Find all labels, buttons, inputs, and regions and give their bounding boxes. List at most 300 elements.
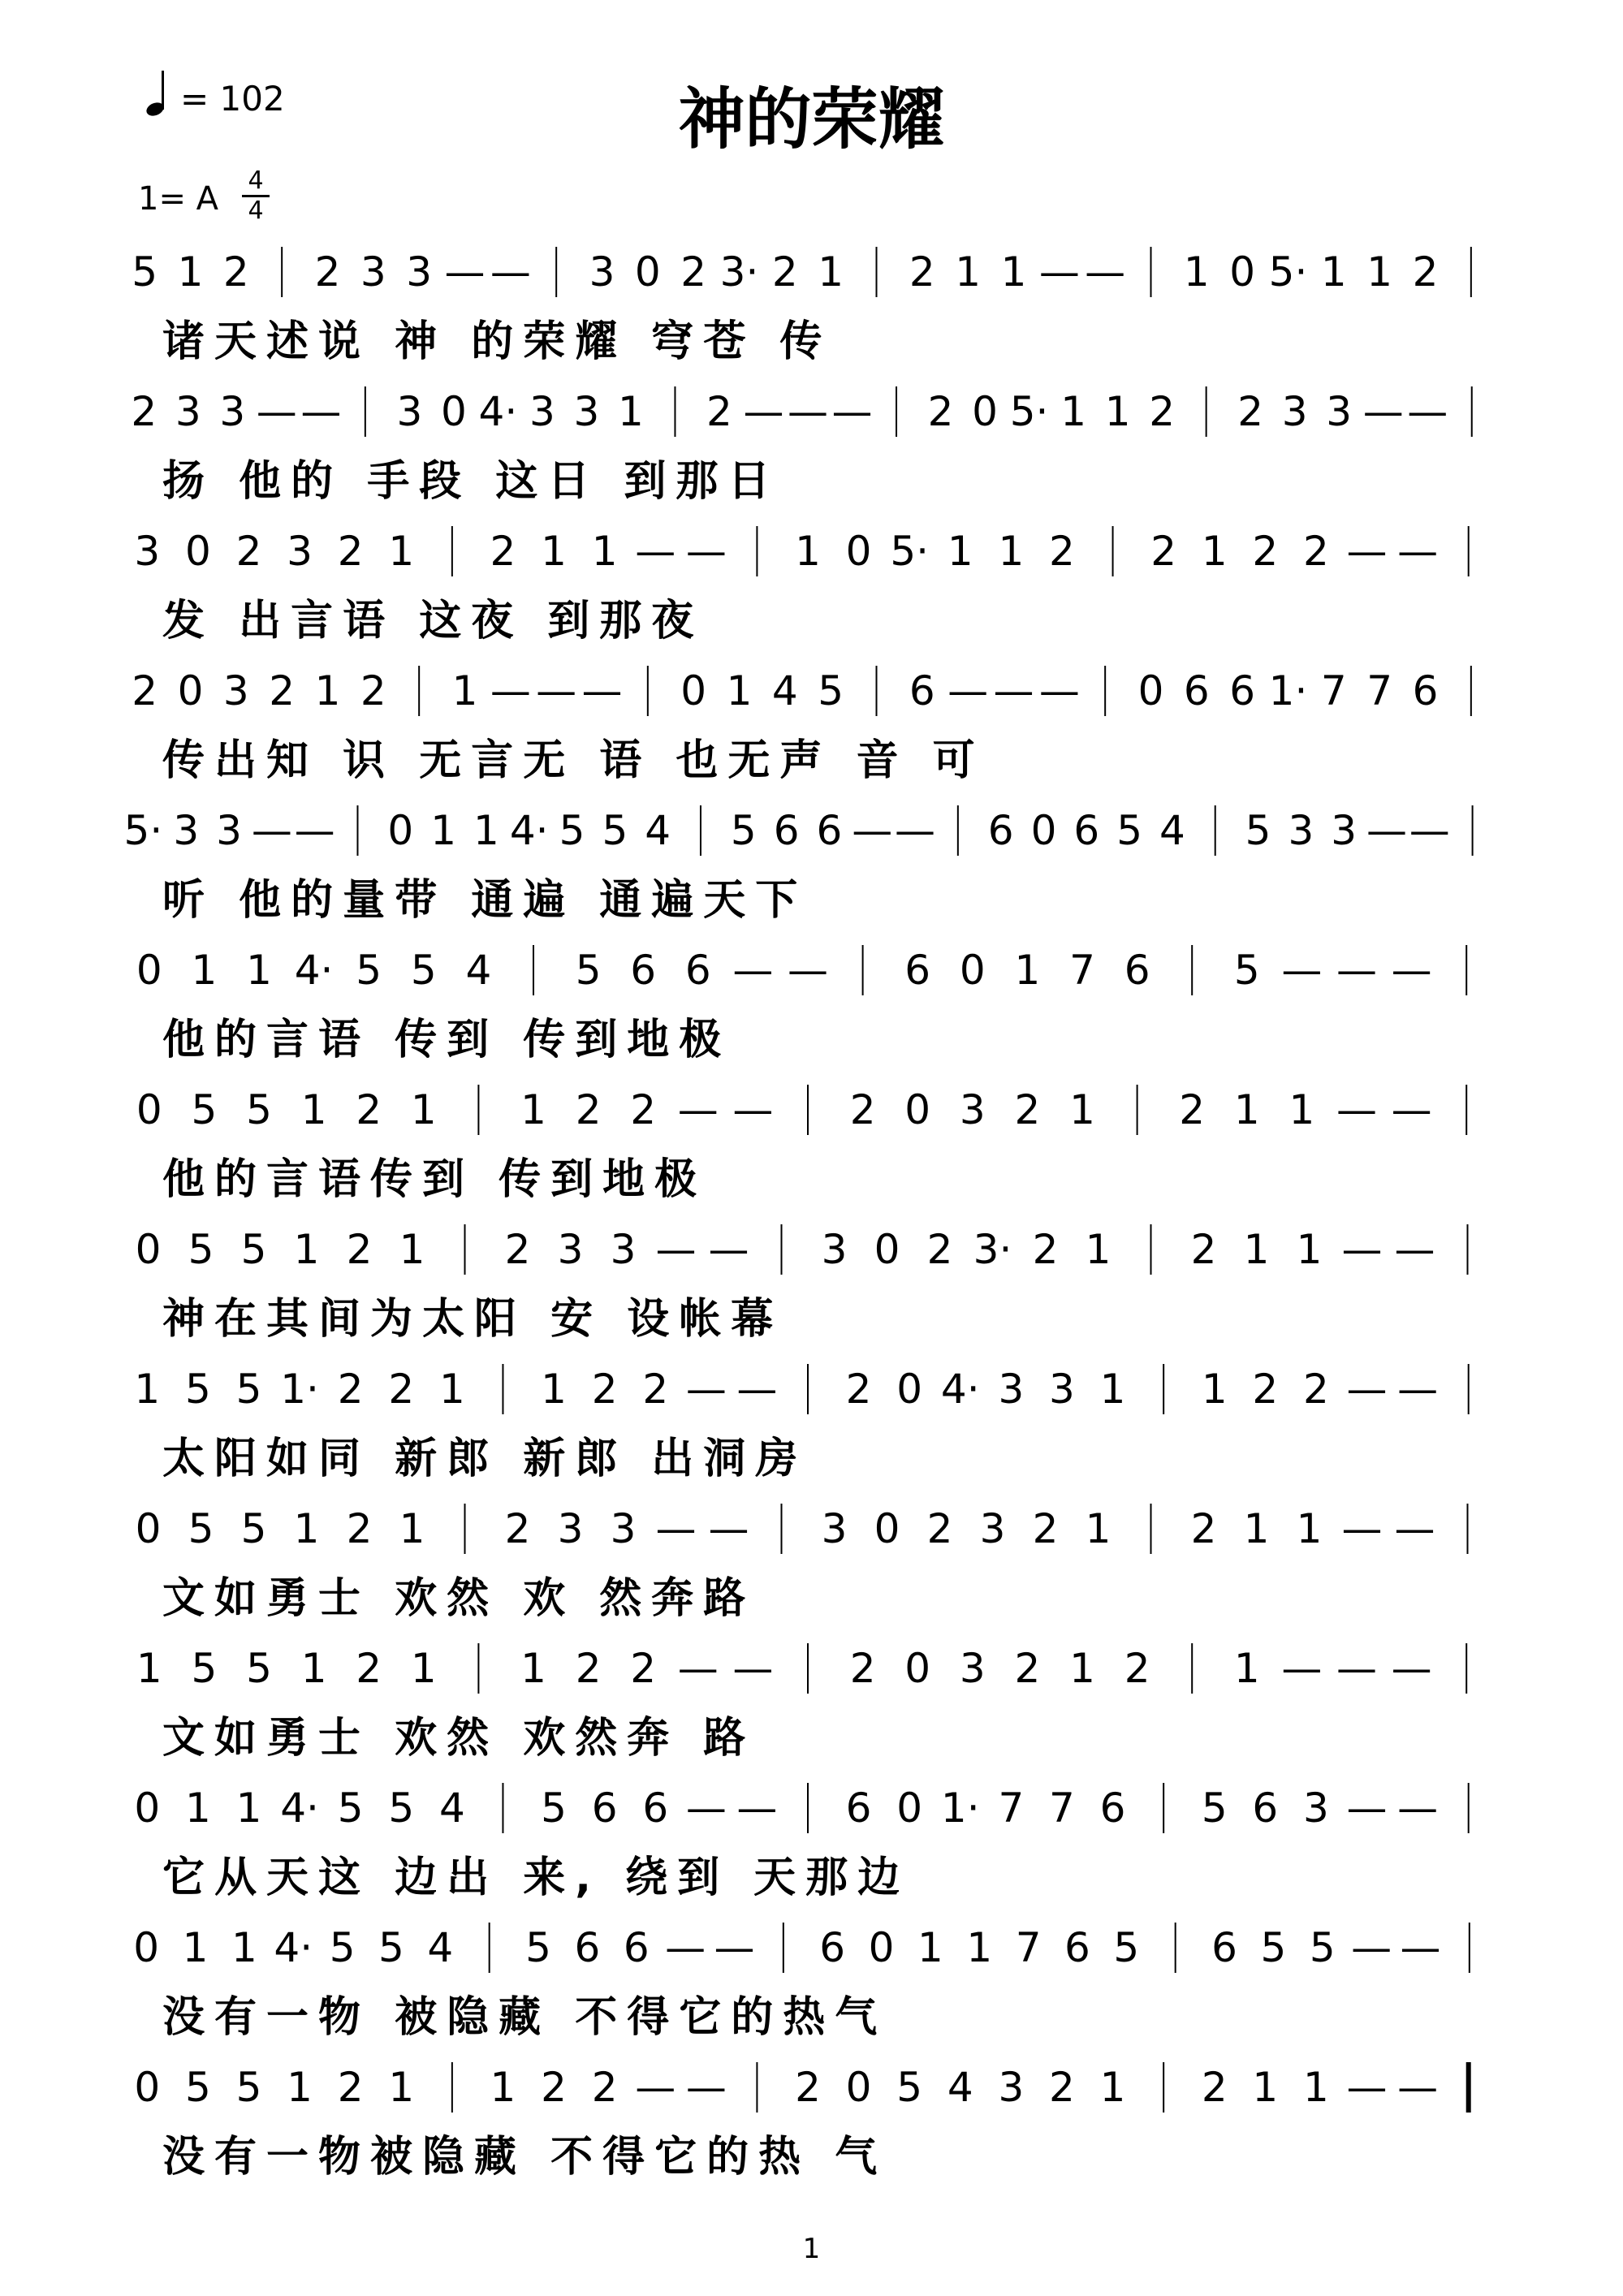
dash-sustain: — [1351, 1924, 1392, 1971]
note-numeral: 3 [396, 388, 423, 435]
note-numeral: 1 [998, 528, 1025, 575]
note-numeral: 4 [645, 807, 671, 854]
note-numeral: 6 [845, 1785, 872, 1832]
note-numeral: 6 [591, 1785, 618, 1832]
note-numeral: 5 [235, 1366, 262, 1413]
note-numeral: 2 [849, 1645, 876, 1692]
note-numeral: 3 [557, 1226, 584, 1273]
note-numeral: 1 [1233, 1645, 1260, 1692]
note-numeral: 5 [730, 807, 757, 854]
note-numeral: 6 [1073, 807, 1100, 854]
note-numeral: 5 [410, 947, 437, 994]
note-numeral: 7 [1015, 1924, 1042, 1971]
dash-sustain: — [300, 388, 342, 435]
note-numeral: 2 [591, 2064, 618, 2111]
dash-sustain: — [251, 807, 292, 854]
dash-sustain: — [635, 2064, 676, 2111]
note-numeral: 0 [135, 1505, 162, 1552]
note-numeral: 3 [529, 388, 555, 435]
note-numeral: 2 [575, 1086, 602, 1133]
note-numeral: 6 [684, 947, 711, 994]
staff-row [0, 523, 1623, 661]
dash-sustain: — [895, 807, 936, 854]
dash-sustain: — [1085, 248, 1126, 296]
note-numeral: 5 [191, 1645, 218, 1692]
note-numeral: 7 [1049, 1785, 1075, 1832]
note-numeral: 5 [525, 1924, 551, 1971]
dash-sustain: — [655, 1226, 697, 1273]
note-numeral: 1 [1085, 1226, 1111, 1273]
dash-sustain: — [1346, 1785, 1388, 1832]
note-numeral: 5 [541, 1785, 567, 1832]
note-numeral: 7 [1366, 667, 1393, 714]
note-numeral: 5 [1233, 947, 1260, 994]
note-numeral: 2 [337, 528, 364, 575]
note-numeral: 0 [387, 807, 414, 854]
note-numeral: 0 [959, 947, 986, 994]
dash-sustain: — [852, 807, 893, 854]
note-numeral: 3 [959, 1645, 986, 1692]
note-numeral: 0 [634, 248, 661, 296]
dash-sustain: — [1341, 1226, 1383, 1273]
dash-sustain: — [1346, 528, 1388, 575]
notation-line [122, 1640, 1502, 1697]
note-numeral: 4 [427, 1924, 454, 1971]
note-numeral: 1· [1268, 667, 1308, 714]
note-numeral: 6 [1252, 1785, 1279, 1832]
note-numeral: 5 [896, 2064, 923, 2111]
lyric-line: 传出知 识 无言无 语 也无声 音 可 [162, 736, 985, 785]
note-numeral: 5· [1009, 388, 1049, 435]
dash-sustain: — [1397, 1785, 1439, 1832]
note-numeral: 1 [430, 807, 456, 854]
note-numeral: 0 [845, 2064, 872, 2111]
note-numeral: 3 [610, 1505, 637, 1552]
note-numeral: 1 [410, 1645, 437, 1692]
note-numeral: 1 [182, 1924, 209, 1971]
note-numeral: 3 [222, 667, 249, 714]
note-numeral: 1 [917, 1924, 943, 1971]
note-numeral: 3 [1331, 807, 1358, 854]
dash-sustain: — [708, 1505, 749, 1552]
note-numeral: 2 [1190, 1505, 1217, 1552]
notation-line [122, 1919, 1502, 1976]
note-numeral: 0 [972, 388, 998, 435]
dash-sustain: — [1341, 1505, 1383, 1552]
note-numeral: 1 [1288, 1086, 1315, 1133]
note-numeral: 1 [1201, 1366, 1228, 1413]
note-numeral: 5 [337, 1785, 364, 1832]
staff-row [0, 1919, 1623, 2057]
note-numeral: 5 [240, 1226, 267, 1273]
notation-line [122, 244, 1502, 300]
note-numeral: 1 [591, 528, 618, 575]
note-numeral: 1 [1303, 2064, 1329, 2111]
note-numeral: 0 [136, 947, 162, 994]
note-numeral: 5 [188, 1226, 214, 1273]
notation-line [122, 523, 1502, 580]
note-numeral: 0 [440, 388, 467, 435]
note-numeral: 5 [240, 1505, 267, 1552]
key-signature: 1= A [138, 180, 219, 218]
note-numeral: 1 [1233, 1086, 1260, 1133]
dash-sustain: — [736, 1785, 778, 1832]
note-numeral: 4 [947, 2064, 973, 2111]
notation-line [122, 662, 1502, 719]
note-numeral: 1 [1085, 1505, 1111, 1552]
note-numeral: 3 [821, 1226, 848, 1273]
dash-sustain: — [677, 1086, 719, 1133]
note-numeral: 0 [133, 1924, 160, 1971]
note-numeral: 5 [388, 1785, 415, 1832]
note-numeral: 6 [1183, 667, 1210, 714]
notation-line [122, 942, 1502, 999]
dash-sustain: — [788, 947, 828, 994]
note-numeral: 0 [874, 1505, 900, 1552]
note-numeral: 4 [771, 667, 798, 714]
note-numeral: 5 [1260, 1924, 1287, 1971]
note-numeral: 5 [818, 667, 844, 714]
note-numeral: 1 [966, 1924, 993, 1971]
note-numeral: 6 [987, 807, 1014, 854]
staff-row [0, 1500, 1623, 1638]
dash-sustain: — [1391, 1645, 1432, 1692]
note-numeral: 1 [293, 1226, 320, 1273]
tempo-value: = 102 [180, 79, 285, 119]
dash-sustain: — [1409, 807, 1450, 854]
note-numeral: 7 [998, 1785, 1025, 1832]
dash-sustain: — [685, 528, 727, 575]
note-numeral: 1 [136, 1645, 162, 1692]
note-numeral: 2 [1049, 2064, 1075, 2111]
note-numeral: 0 [845, 528, 872, 575]
note-numeral: 2 [1303, 1366, 1329, 1413]
note-numeral: 6 [574, 1924, 601, 1971]
note-numeral: 4· [280, 1785, 319, 1832]
note-numeral: 2 [1014, 1086, 1041, 1133]
note-numeral: 5 [559, 807, 585, 854]
note-numeral: 1 [293, 1505, 320, 1552]
note-numeral: 2 [926, 1505, 953, 1552]
note-numeral: 2 [235, 528, 262, 575]
staff-row [0, 383, 1623, 521]
notation-line [122, 1500, 1502, 1557]
dash-sustain: — [1397, 2064, 1439, 2111]
note-numeral: 1 [1366, 248, 1393, 296]
note-numeral: 2 [909, 248, 935, 296]
note-numeral: 1 [231, 1924, 257, 1971]
dash-sustain: — [714, 1924, 755, 1971]
note-numeral: 3 [406, 248, 433, 296]
note-numeral: 2 [346, 1505, 373, 1552]
note-numeral: 2 [337, 2064, 364, 2111]
note-numeral: 0 [184, 528, 211, 575]
note-numeral: 2 [771, 248, 798, 296]
note-numeral: 4· [509, 807, 549, 854]
lyric-line: 没有一物 被隐藏 不得它的热气 [162, 1993, 887, 2042]
note-numeral: 1 [473, 807, 499, 854]
staff-row [0, 1081, 1623, 1219]
note-numeral: 2 [504, 1226, 531, 1273]
note-numeral: 6 [630, 947, 657, 994]
note-numeral: 6 [642, 1785, 669, 1832]
note-numeral: 2 [680, 248, 707, 296]
note-numeral: 2 [490, 528, 516, 575]
dash-sustain: — [1397, 528, 1439, 575]
dash-sustain: — [490, 248, 531, 296]
note-numeral: 6 [1064, 1924, 1090, 1971]
note-numeral: 2 [927, 388, 954, 435]
note-numeral: 1 [1243, 1226, 1270, 1273]
note-numeral: 1 [1060, 388, 1087, 435]
note-numeral: 5 [246, 1086, 272, 1133]
note-numeral: 3 [173, 807, 200, 854]
note-numeral: 4 [1159, 807, 1185, 854]
note-numeral: 1 [1296, 1226, 1323, 1273]
dash-sustain: — [490, 667, 531, 714]
note-numeral: 2 [630, 1645, 657, 1692]
dash-sustain: — [1397, 1366, 1439, 1413]
note-numeral: 1 [520, 1086, 546, 1133]
note-numeral: 3 [175, 388, 201, 435]
dash-sustain: — [743, 388, 784, 435]
note-numeral: 1 [314, 667, 341, 714]
note-numeral: 5 [329, 1924, 356, 1971]
note-numeral: 1 [388, 528, 415, 575]
note-numeral: 7 [1069, 947, 1095, 994]
notation-line [122, 1081, 1502, 1138]
note-numeral: 3 [821, 1505, 848, 1552]
note-numeral: 2 [591, 1366, 618, 1413]
note-numeral: 2 [360, 667, 386, 714]
note-numeral: 1 [1000, 248, 1027, 296]
note-numeral: 5 [1309, 1924, 1336, 1971]
note-numeral: 4· [478, 388, 518, 435]
note-numeral: 2 [269, 667, 296, 714]
dash-sustain: — [1346, 1366, 1388, 1413]
note-numeral: 1 [618, 388, 644, 435]
note-numeral: 1 [184, 1785, 211, 1832]
note-numeral: 6 [904, 947, 931, 994]
note-numeral: 5 [188, 1505, 214, 1552]
notation-line [122, 1361, 1502, 1418]
note-numeral: 0 [868, 1924, 895, 1971]
staff-row [0, 1221, 1623, 1359]
dash-sustain: — [444, 248, 486, 296]
note-numeral: 2 [1412, 248, 1439, 296]
note-numeral: 1 [246, 947, 272, 994]
note-numeral: 1 [177, 248, 204, 296]
staff-row [0, 662, 1623, 801]
note-numeral: 5 [602, 807, 628, 854]
note-numeral: 1 [1099, 1366, 1126, 1413]
note-numeral: 2 [1190, 1226, 1217, 1273]
dash-sustain: — [1391, 1086, 1432, 1133]
note-numeral: 3· [973, 1226, 1012, 1273]
note-numeral: 2 [1032, 1226, 1059, 1273]
note-numeral: 3 [557, 1505, 584, 1552]
note-numeral: 5 [191, 1086, 218, 1133]
note-numeral: 2 [131, 388, 158, 435]
note-numeral: 2 [356, 1645, 382, 1692]
dash-sustain: — [685, 2064, 727, 2111]
dash-sustain: — [665, 1924, 706, 1971]
dash-sustain: — [1394, 1505, 1435, 1552]
dash-sustain: — [831, 388, 873, 435]
dash-sustain: — [655, 1505, 697, 1552]
notation-line [122, 802, 1502, 859]
note-numeral: 1 [300, 1645, 327, 1692]
note-numeral: 5· [890, 528, 930, 575]
dash-sustain: — [581, 667, 623, 714]
lyric-line: 没有一物被隐藏 不得它的热 气 [162, 2133, 887, 2182]
note-numeral: 3 [1303, 1785, 1329, 1832]
note-numeral: 1 [300, 1086, 327, 1133]
staff-row [0, 1640, 1623, 1778]
dash-sustain: — [1038, 248, 1080, 296]
note-numeral: 3 [216, 807, 242, 854]
dash-sustain: — [732, 947, 774, 994]
note-numeral: 1 [287, 2064, 313, 2111]
note-numeral: 1 [1104, 388, 1131, 435]
note-numeral: 3 [998, 2064, 1025, 2111]
note-numeral: 3 [219, 388, 246, 435]
dash-sustain: — [1366, 807, 1407, 854]
note-numeral: 5 [1116, 807, 1142, 854]
note-numeral: 0 [896, 1785, 923, 1832]
note-numeral: 5 [356, 947, 382, 994]
note-numeral: 1 [947, 528, 973, 575]
note-numeral: 0 [896, 1366, 923, 1413]
note-numeral: 2 [1032, 1505, 1059, 1552]
notation-line [122, 1221, 1502, 1278]
note-numeral: 5· [1268, 248, 1308, 296]
dash-sustain: — [1336, 1086, 1377, 1133]
note-numeral: 1 [1069, 1645, 1095, 1692]
lyric-line: 他的言语 传到 传到地极 [162, 1016, 732, 1064]
lyric-line: 听 他的量带 通遍 通遍天下 [162, 876, 808, 925]
dash-sustain: — [1407, 388, 1448, 435]
note-numeral: 3 [610, 1226, 637, 1273]
dash-sustain: — [677, 1645, 719, 1692]
note-numeral: 5 [378, 1924, 404, 1971]
staff-row [0, 1361, 1623, 1499]
note-numeral: 1 [955, 248, 982, 296]
note-numeral: 3 [360, 248, 386, 296]
note-numeral: 1 [795, 528, 821, 575]
note-numeral: 2 [1201, 2064, 1228, 2111]
note-numeral: 1 [541, 1366, 567, 1413]
time-signature [242, 166, 270, 225]
note-numeral: 0 [904, 1086, 931, 1133]
note-numeral: 3 [134, 528, 161, 575]
note-numeral: 1 [134, 1366, 161, 1413]
staff-row [0, 244, 1623, 382]
note-numeral: 2 [1252, 1366, 1279, 1413]
note-numeral: 5 [246, 1645, 272, 1692]
notation-line [122, 2059, 1502, 2116]
note-numeral: 6 [1211, 1924, 1237, 1971]
notation-line [122, 383, 1502, 440]
note-numeral: 1 [399, 1505, 425, 1552]
note-numeral: 0 [874, 1226, 900, 1273]
staff-row [0, 942, 1623, 1080]
note-numeral: 0 [136, 1086, 162, 1133]
note-numeral: 2 [346, 1226, 373, 1273]
dash-sustain: — [536, 667, 577, 714]
note-numeral: 1 [1183, 248, 1210, 296]
dash-sustain: — [1362, 388, 1404, 435]
lyric-line: 诸天述说 神 的荣耀 穹苍 传 [162, 317, 832, 366]
note-numeral: 2 [1237, 388, 1264, 435]
note-numeral: 1 [235, 1785, 262, 1832]
note-numeral: 2 [314, 248, 341, 296]
note-numeral: 4· [294, 947, 334, 994]
note-numeral: 6 [1099, 1785, 1126, 1832]
note-numeral: 2 [1124, 1645, 1150, 1692]
note-numeral: 1 [1099, 2064, 1126, 2111]
note-numeral: 1 [410, 1086, 437, 1133]
dash-sustain: — [1281, 1645, 1323, 1692]
note-numeral: 2 [1014, 1645, 1041, 1692]
note-numeral: 2 [630, 1086, 657, 1133]
dash-sustain: — [1391, 947, 1432, 994]
note-numeral: 1 [1201, 528, 1228, 575]
note-numeral: 5 [235, 2064, 262, 2111]
note-numeral: 2 [1252, 528, 1279, 575]
note-numeral: 1 [726, 667, 753, 714]
note-numeral: 2 [926, 1226, 953, 1273]
note-numeral: 3 [589, 248, 615, 296]
note-numeral: 3 [1326, 388, 1353, 435]
dash-sustain: — [685, 1366, 727, 1413]
note-numeral: 7 [1320, 667, 1347, 714]
note-numeral: 4 [465, 947, 492, 994]
note-numeral: 3 [979, 1505, 1006, 1552]
note-numeral: 1 [490, 2064, 516, 2111]
time-signature-denominator: 4 [248, 196, 264, 225]
note-numeral: 2 [849, 1086, 876, 1133]
note-numeral: 2 [845, 1366, 872, 1413]
dash-sustain: — [635, 528, 676, 575]
note-numeral: 0 [134, 1785, 161, 1832]
note-numeral: 1 [399, 1226, 425, 1273]
note-numeral: 3 [1288, 807, 1314, 854]
note-numeral: 1 [1320, 248, 1347, 296]
note-numeral: 4· [274, 1924, 313, 1971]
dash-sustain: — [736, 1366, 778, 1413]
dash-sustain: — [1281, 947, 1323, 994]
note-numeral: 1 [1252, 2064, 1279, 2111]
note-numeral: 5· [123, 807, 163, 854]
note-numeral: 6 [819, 1924, 846, 1971]
note-numeral: 4 [438, 1785, 465, 1832]
note-numeral: 3· [719, 248, 759, 296]
page-number: 1 [802, 2233, 821, 2265]
note-numeral: 2 [541, 2064, 567, 2111]
dash-sustain: — [1400, 1924, 1441, 1971]
note-numeral: 5 [184, 1366, 211, 1413]
notation-line [122, 1780, 1502, 1836]
note-numeral: 3 [573, 388, 600, 435]
note-numeral: 0 [680, 667, 707, 714]
note-numeral: 5 [184, 2064, 211, 2111]
note-numeral: 2 [1179, 1086, 1206, 1133]
note-numeral: 1 [1014, 947, 1041, 994]
dash-sustain: — [294, 807, 335, 854]
note-numeral: 2 [795, 2064, 821, 2111]
lyric-line: 文如勇士 欢然 欢 然奔路 [162, 1574, 756, 1623]
